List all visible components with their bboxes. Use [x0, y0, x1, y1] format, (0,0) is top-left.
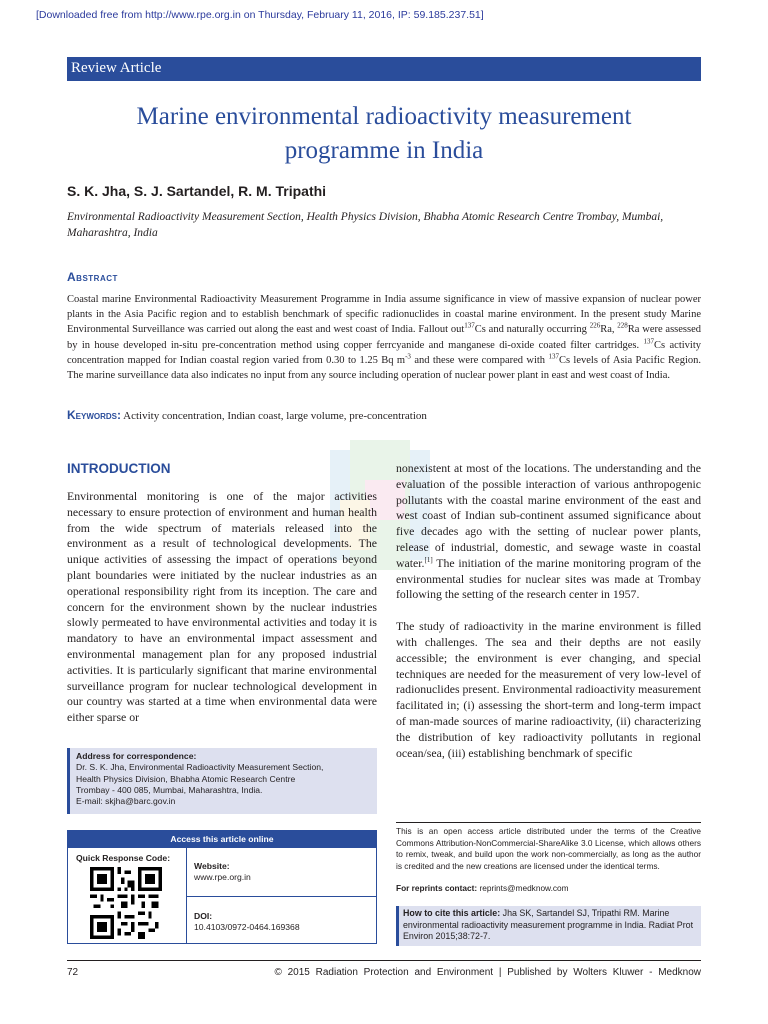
author-list: S. K. Jha, S. J. Sartandel, R. M. Tripathi	[67, 183, 327, 199]
article-type-banner	[67, 57, 701, 81]
title-line-2: programme in India	[284, 137, 484, 164]
website-link[interactable]: www.rpe.org.in	[194, 872, 251, 882]
footer-copyright: © 2015 Radiation Protection and Environment | Published by Wolters Kluwer - Medknow	[274, 967, 701, 978]
correspondence-email[interactable]: E-mail: skjha@barc.gov.in	[76, 796, 176, 807]
introduction-right-column	[396, 461, 701, 761]
download-notice: [Downloaded free from http://www.rpe.org.in on Thursday, February 11, 2016, IP: 59.185.237.51]	[36, 9, 484, 21]
box-divider-horizontal	[186, 896, 377, 897]
reprints-email[interactable]: reprints@medknow.com	[479, 883, 569, 893]
correspondence-box: Address for correspondence: Dr. S. K. Jha, Environmental Radioactivity Measurement Section, Health Physics Division, Bhabha Atomic Research Centre Trombay - 400 085, Mumbai, Maharashtra, India. E-mail: skjha@barc.gov.in	[67, 748, 377, 814]
keywords-text: Activity concentration, Indian coast, large volume, pre-concentration	[123, 410, 427, 422]
intro-paragraph-2: The study of radioactivity in the marine environment is filled with challenges. The sea and their depths are not easily accessible; the environment is ever changing, and special techniques are needed for the measurement of very low-level of radionuclides present. Environmental radioactivity measurement facilitated in; (i) assessing the short-term and long-term impact of man-made sources of marine radioactivity, (ii) characterizing the distribution of key radioactivity pollutants in regional ocean/sea, (iii) establishing benchmark of specific	[396, 619, 701, 760]
footer-divider	[67, 960, 701, 961]
abstract-heading: Abstract	[67, 270, 118, 284]
title-line-1: Marine environmental radioactivity measurement	[136, 103, 632, 130]
keywords-label: Keywords:	[67, 408, 121, 422]
open-access-divider	[396, 822, 701, 823]
intro-paragraph-1: nonexistent at most of the locations. The understanding and the evaluation of the possible interaction of various anthropogenic pollutants with the coastal marine environment of the east and west coast of Indian sub-continent assumed significance about five decades ago with the setting of nuclear power plants, release of industrial, domestic, and sewage waste in coastal water.[1] The initiation of the marine monitoring program of the environmental studies for nuclear sites was made at Trombay following the setting of the research center in 1957.	[396, 461, 701, 602]
page-number: 72	[67, 967, 79, 978]
cite-text: Jha SK, Sartandel SJ, Tripathi RM. Marine environmental radioactivity measurement programme in India. Radiat Prot Environ 2015;38:72-7.	[403, 908, 694, 941]
introduction-heading: INTRODUCTION	[67, 461, 171, 476]
keywords	[67, 408, 427, 422]
reference-link[interactable]: [1]	[424, 555, 433, 564]
access-box-heading: Access this article online	[68, 831, 376, 848]
how-to-cite-box	[396, 906, 701, 946]
access-online-box	[67, 830, 377, 944]
qr-code-label: Quick Response Code:	[76, 853, 171, 863]
doi-info: DOI: 10.4103/0972-0464.169368	[194, 911, 300, 932]
open-access-notice: This is an open access article distributed under the terms of the Creative Commons Attribution-NonCommercial-ShareAlike 3.0 License, which allows others to remix, tweak, and build upon the work non-commercially, as long as the author is credited and the new creations are licensed under the identical terms.	[396, 826, 701, 871]
cite-label: How to cite this article:	[403, 908, 501, 918]
article-type-label: Review Article	[71, 60, 162, 76]
abstract-text: Coastal marine Environmental Radioactivity Measurement Programme in India assume significance in view of massive expansion of nuclear power plants in the Asia Pacific region and to establish benchmark of specific radionuclides in coastal marine environment. In the present study Marine Environmental Surveillance was carried out along the east and west coast of India. Fallout out$^{137}$Cs and naturally occurring $^{226}$Ra, $^{228}$Ra were assessed by in house developed in-situ pre-concentration method using copper ferrcyanide and manganese di-oxide coated filter cartridges. $^{137}$Cs activity concentration mapped for Indian coastal region varied from 0.30 to 1.25 Bq $m^{-3}$ and these were compared with $^{137}$Cs levels of Asia Pacific Region. The marine surveillance data also indicates no input from any source including operation of nuclear power plant in east and west coast of India.	[67, 294, 702, 382]
article-title	[67, 100, 701, 168]
correspondence-heading: Address for correspondence:	[76, 751, 197, 761]
website-info: Website: www.rpe.org.in	[194, 861, 251, 882]
introduction-left-column: Environmental monitoring is one of the major activities necessary to ensure protection of environment and human health from the wide spectrum of materials released into the environment as a result of technological developments. The unique activities of assessing the impact of operations beyond plant boundaries were initiated by the nuclear industries as an operational responsibility right from its inception. The care and concern for the environment shown by the nuclear industries slowly permeated to have environmental activities and today it is mandatory to have an environmental impact assessment and environmental management plan for any proposed industrial activities. It is particularly significant that marine environmental surveillance program for nuclear technological development in our country was started at a time when environmental data were either sparse or	[67, 489, 377, 725]
qr-code-image[interactable]	[90, 867, 162, 939]
author-affiliation: Environmental Radioactivity Measurement Section, Health Physics Division, Bhabha Atomic Research Centre Trombay, Mumbai, Maharashtra, India	[67, 211, 664, 239]
reprints-contact: For reprints contact: reprints@medknow.com	[396, 883, 569, 893]
doi-link[interactable]: 10.4103/0972-0464.169368	[194, 922, 300, 932]
